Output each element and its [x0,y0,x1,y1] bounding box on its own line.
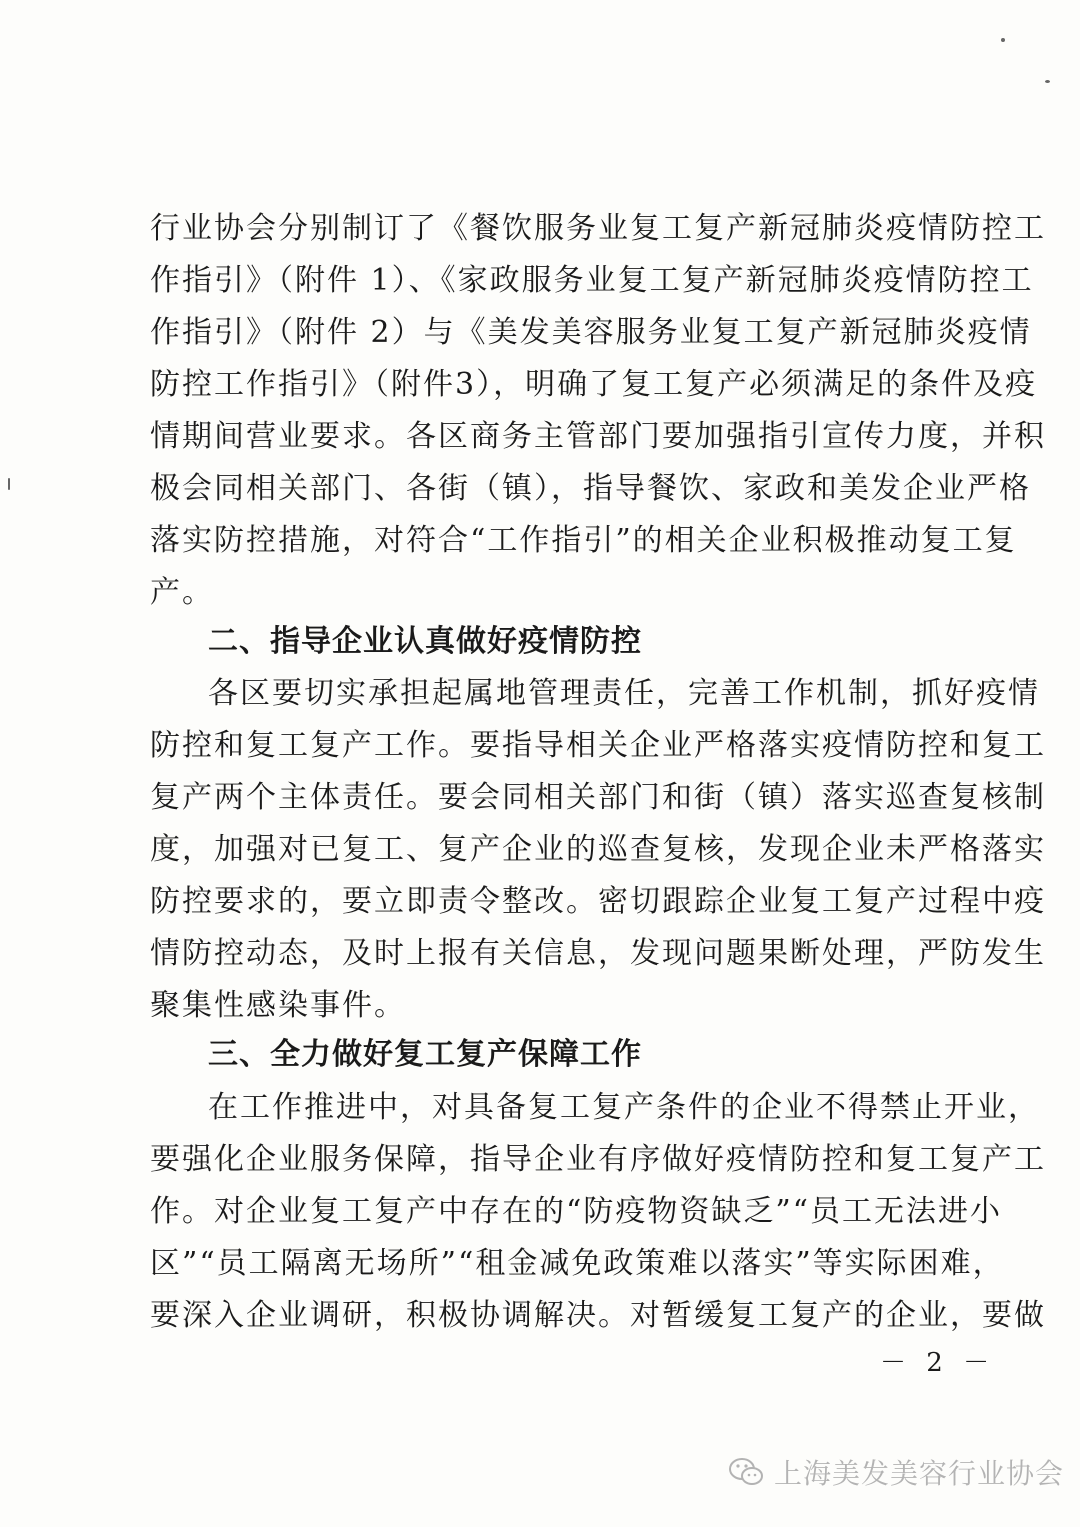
paragraph-line: 聚集性感染事件。 [150,988,406,1023]
scan-speck [8,478,10,490]
paragraph-line: 产。 [150,575,214,610]
paragraph-line: 要强化企业服务保障，指导企业有序做好疫情防控和复工复产工 [150,1142,1046,1177]
paragraph-line: 情防控动态，及时上报有关信息，发现问题果断处理，严防发生 [150,936,1046,971]
paragraph-line: 行业协会分别制订了《餐饮服务业复工复产新冠肺炎疫情防控工 [150,211,1046,246]
page-number: － 2 － [880,1348,996,1378]
paragraph-line: 极会同相关部门、各街（镇），指导餐饮、家政和美发企业严格 [150,471,1031,506]
paragraph-line: 落实防控措施，对符合“工作指引”的相关企业积极推动复工复 [150,523,1017,558]
paragraph-line: 度，加强对已复工、复产企业的巡查复核，发现企业未严格落实 [150,832,1046,867]
section-heading: 二、指导企业认真做好疫情防控 [208,624,642,659]
paragraph-line: 防控要求的，要立即责令整改。密切跟踪企业复工复产过程中疫 [150,884,1046,919]
paragraph-line: 复产两个主体责任。要会同相关部门和街（镇）落实巡查复核制 [150,780,1046,815]
wechat-icon [728,1456,764,1488]
paragraph-line: 作指引》（附件 2）与《美发美容服务业复工复产新冠肺炎疫情 [150,315,1032,350]
paragraph-line: 在工作推进中，对具备复工复产条件的企业不得禁止开业， [208,1090,1040,1125]
paragraph-line: 区”“员工隔离无场所”“租金减免政策难以落实”等实际困难， [150,1246,1005,1281]
watermark-text: 上海美发美容行业协会 [774,1457,1065,1490]
watermark [728,1452,1064,1492]
section-heading: 三、全力做好复工复产保障工作 [208,1037,642,1072]
paragraph-line: 要深入企业调研，积极协调解决。对暂缓复工复产的企业，要做 [150,1298,1046,1333]
paragraph-line: 作指引》（附件 1）、《家政服务业复工复产新冠肺炎疫情防控工 [150,263,1034,298]
paragraph-line: 防控和复工复产工作。要指导相关企业严格落实疫情防控和复工 [150,728,1046,763]
paragraph-line: 各区要切实承担起属地管理责任，完善工作机制，抓好疫情 [208,676,1040,711]
scan-speck [1001,38,1005,42]
scan-speck [1045,80,1050,83]
paragraph-line: 情期间营业要求。各区商务主管部门要加强指引宣传力度，并积 [150,419,1046,454]
paragraph-line: 防控工作指引》（附件3），明确了复工复产必须满足的条件及疫 [150,367,1038,402]
paragraph-line: 作。对企业复工复产中存在的“防疫物资缺乏”“员工无法进小 [150,1194,1003,1229]
